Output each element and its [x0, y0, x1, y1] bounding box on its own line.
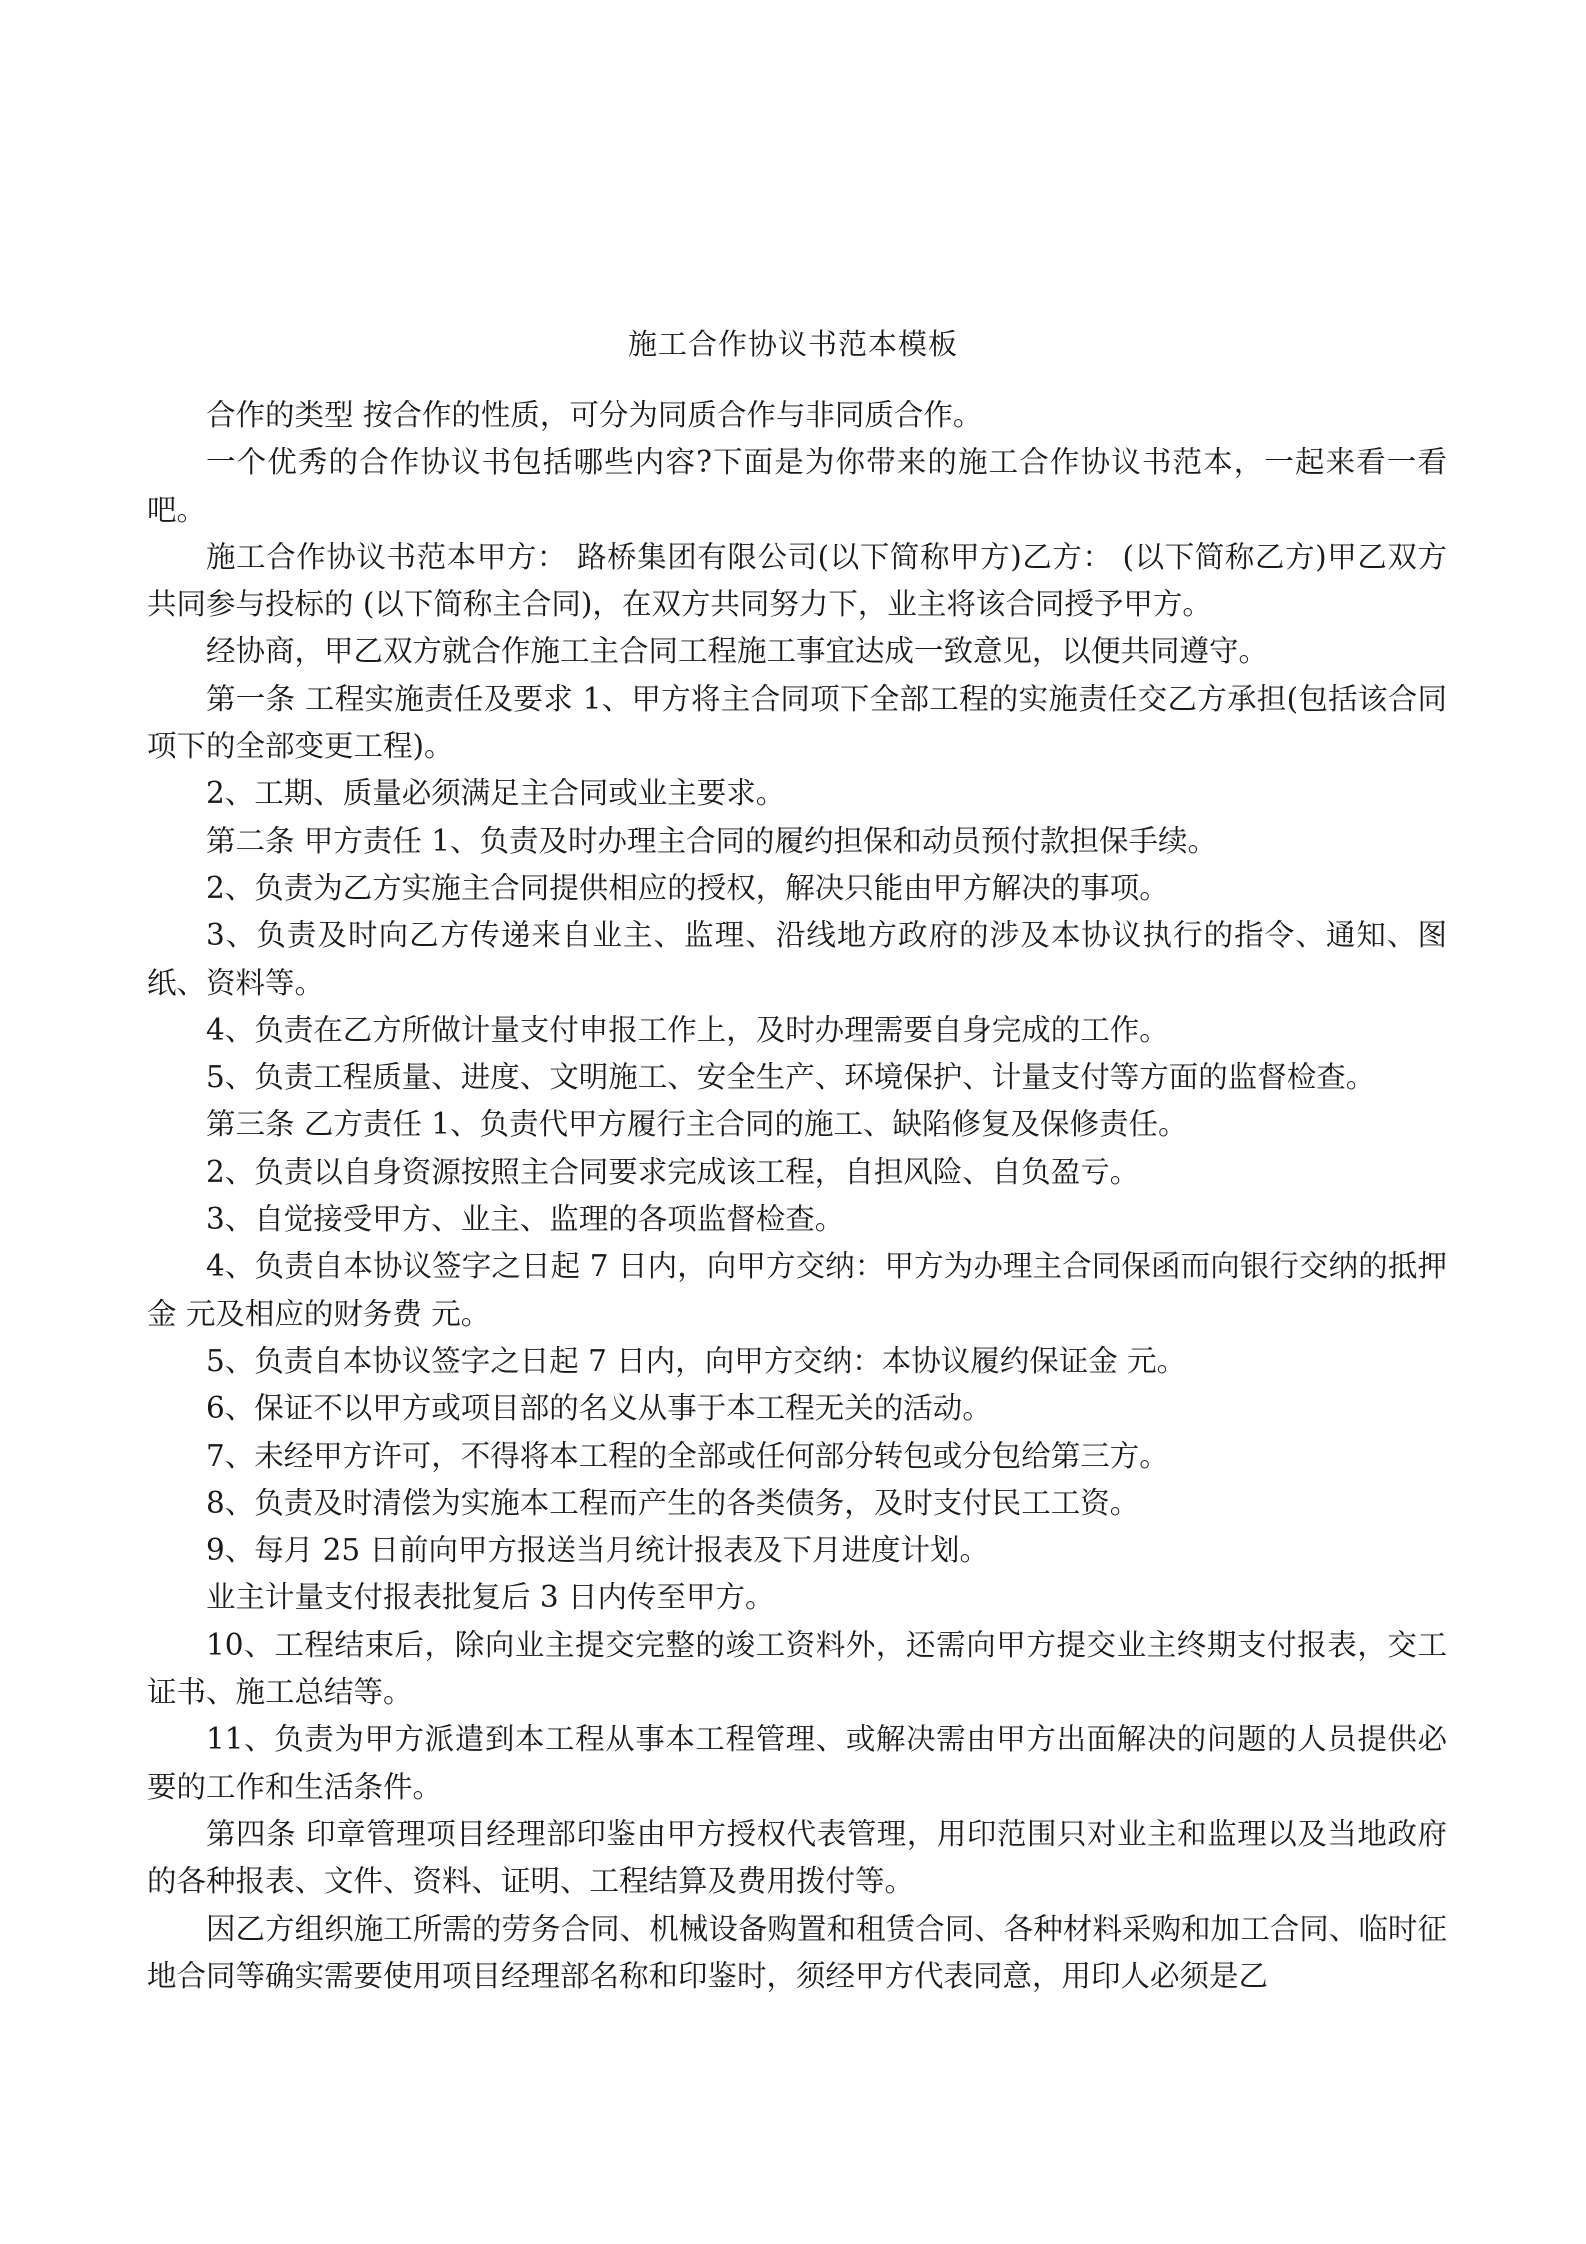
paragraph: 10、工程结束后，除向业主提交完整的竣工资料外，还需向甲方提交业主终期支付报表，交工证书、施工总结等。	[147, 1627, 1447, 1710]
paragraph: 经协商，甲乙双方就合作施工主合同工程施工事宜达成一致意见，以便共同遵守。	[206, 634, 1269, 669]
document-title: 施工合作协议书范本模板	[627, 327, 958, 361]
paragraph: 2、负责为乙方实施主合同提供相应的授权，解决只能由甲方解决的事项。	[206, 870, 1169, 905]
paragraph: 合作的类型 按合作的性质，可分为同质合作与非同质合作。	[206, 398, 983, 432]
paragraph: 3、负责及时向乙方传递来自业主、监理、沿线地方政府的涉及本协议执行的指令、通知、图纸、资料等。	[147, 918, 1447, 1000]
paragraph: 第三条 乙方责任 1、负责代甲方履行主合同的施工、缺陷修复及保修责任。	[206, 1107, 1188, 1142]
document-body	[147, 392, 1447, 2000]
paragraph: 4、负责在乙方所做计量支付申报工作上，及时办理需要自身完成的工作。	[206, 1012, 1169, 1047]
paragraph: 2、负责以自身资源按照主合同要求完成该工程，自担风险、自负盈亏。	[206, 1154, 1140, 1189]
paragraph: 第二条 甲方责任 1、负责及时办理主合同的履约担保和动员预付款担保手续。	[206, 823, 1218, 858]
paragraph: 因乙方组织施工所需的劳务合同、机械设备购置和租赁合同、各种材料采购和加工合同、临时征地合同等确实需要使用项目经理部名称和印鉴时，须经甲方代表同意，用印人必须是乙	[147, 1911, 1447, 1993]
paragraph: 9、每月 25 日前向甲方报送当月统计报表及下月进度计划。	[206, 1533, 990, 1568]
paragraph: 6、保证不以甲方或项目部的名义从事于本工程无关的活动。	[206, 1391, 992, 1426]
paragraph: 5、负责自本协议签字之日起 7 日内，向甲方交纳：本协议履约保证金 元。	[206, 1343, 1187, 1378]
paragraph: 施工合作协议书范本甲方： 路桥集团有限公司(以下简称甲方)乙方： (以下简称乙方)甲乙双方共同参与投标的 (以下简称主合同)，在双方共同努力下，业主将该合同授予甲方。	[147, 539, 1447, 622]
paragraph: 8、负责及时清偿为实施本工程而产生的各类债务，及时支付民工工资。	[206, 1485, 1140, 1520]
paragraph: 2、工期、质量必须满足主合同或业主要求。	[206, 776, 786, 811]
paragraph: 7、未经甲方许可，不得将本工程的全部或任何部分转包或分包给第三方。	[206, 1438, 1169, 1473]
paragraph: 11、负责为甲方派遣到本工程从事本工程管理、或解决需由甲方出面解决的问题的人员提供必要的工作和生活条件。	[147, 1722, 1447, 1804]
paragraph: 3、自觉接受甲方、业主、监理的各项监督检查。	[206, 1202, 845, 1237]
paragraph: 4、负责自本协议签字之日起 7 日内，向甲方交纳：甲方为办理主合同保函而向银行交纳的抵押金 元及相应的财务费 元。	[147, 1249, 1447, 1331]
paragraph: 5、负责工程质量、进度、文明施工、安全生产、环境保护、计量支付等方面的监督检查。	[206, 1060, 1376, 1095]
paragraph: 第四条 印章管理项目经理部印鉴由甲方授权代表管理，用印范围只对业主和监理以及当地政府的各种报表、文件、资料、证明、工程结算及费用拨付等。	[147, 1816, 1447, 1899]
paragraph: 第一条 工程实施责任及要求 1、甲方将主合同项下全部工程的实施责任交乙方承担(包括该合同项下的全部变更工程)。	[147, 681, 1447, 764]
paragraph: 一个优秀的合作协议书包括哪些内容?下面是为你带来的施工合作协议书范本，一起来看一看吧。	[147, 445, 1447, 527]
paragraph: 业主计量支付报表批复后 3 日内传至甲方。	[206, 1580, 775, 1615]
